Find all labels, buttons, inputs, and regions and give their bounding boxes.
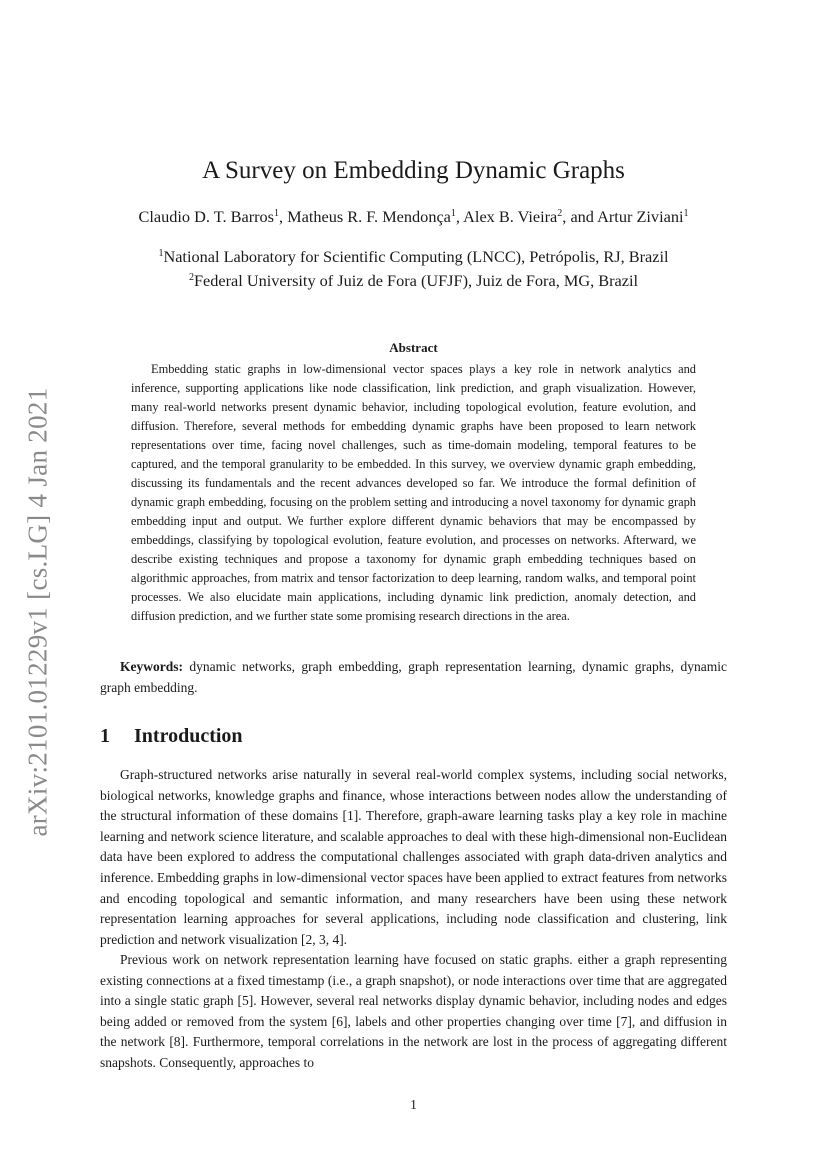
author-separator: ,	[455, 207, 464, 226]
keywords-block	[100, 656, 727, 698]
affiliation-text: National Laboratory for Scientific Computing (LNCC), Petrópolis, RJ, Brazil	[163, 247, 669, 266]
body-paragraph: Graph-structured networks arise naturally in several real-world complex systems, including social networks, biological networks, knowledge graphs and finance, whose interactions between nodes allow the understanding of the structural information of these domains [1]. Therefore, graph-aware learning tasks play a key role in machine learning and network science literature, and scalable approaches to deal with these high-dimensional non-Euclidean data have been explored to address the computational challenges associated with graph data-driven analytics and inference. Embedding graphs in low-dimensional vector spaces have been applied to extract features from networks and encoding topological and semantic information, and many researchers have been using these network representation learning approaches for several applications, including node classification and clustering, link prediction and network visualization [2, 3, 4].	[100, 767, 727, 947]
author-affiliation-mark: 1	[274, 208, 280, 219]
arxiv-identifier-stamp: arXiv:2101.01229v1 [cs.LG] 4 Jan 2021	[22, 387, 53, 837]
page-number: 1	[410, 1097, 417, 1112]
affiliation-mark: 2	[188, 272, 194, 283]
author-affiliation-mark: 1	[683, 208, 689, 219]
author-affiliation-mark: 1	[450, 208, 456, 219]
affiliation-2	[0, 271, 827, 291]
section-title: Introduction	[134, 725, 243, 747]
affiliation-1	[0, 247, 827, 267]
keywords-label: Keywords:	[120, 659, 183, 674]
keywords-text: dynamic networks, graph embedding, graph representation learning, dynamic graphs, dynamic graph embedding.	[100, 659, 727, 695]
author-affiliation-mark: 2	[557, 208, 563, 219]
section-heading-introduction	[100, 725, 243, 748]
affiliation-text: Federal University of Juiz de Fora (UFJF), Juiz de Fora, MG, Brazil	[193, 271, 639, 290]
section-number: 1	[100, 725, 110, 747]
body-paragraph: Previous work on network representation learning have focused on static graphs. either a graph representing existing connections at a fixed timestamp (i.e., a graph snapshot), or node interactions over time that are aggregated into a single static graph [5]. However, several real networks display dynamic behavior, including nodes and edges being added or removed from the system [6], labels and other properties changing over time [7], and diffusion in the network [8]. Furthermore, temporal correlations in the network are lost in the process of aggregating different snapshots. Consequently, approaches to	[100, 952, 727, 1070]
author-name: Alex B. Vieira	[463, 207, 558, 226]
affiliation-mark: 1	[158, 248, 164, 259]
author-separator: ,	[279, 207, 288, 226]
abstract-heading: Abstract	[389, 340, 438, 355]
author-name: Matheus R. F. Mendonça	[287, 207, 451, 226]
author-name: Claudio D. T. Barros	[138, 207, 275, 226]
author-list	[0, 207, 827, 227]
author-name: Artur Ziviani	[597, 207, 684, 226]
paper-title: A Survey on Embedding Dynamic Graphs	[202, 157, 625, 184]
abstract-body: Embedding static graphs in low-dimensional vector spaces plays a key role in network analytics and inference, supporting applications like node classification, link prediction, and graph visualization. However, many real-world networks present dynamic behavior, including topological evolution, feature evolution, and diffusion. Therefore, several methods for embedding dynamic graphs have been proposed to learn network representations over time, facing novel challenges, such as time-domain modeling, temporal features to be captured, and the temporal granularity to be embedded. In this survey, we overview dynamic graph embedding, discussing its fundamentals and the recent advances developed so far. We introduce the formal definition of dynamic graph embedding, focusing on the problem setting and introducing a novel taxonomy for dynamic graph embedding input and output. We further explore different dynamic behaviors that may be encompassed by embeddings, classifying by topological evolution, feature evolution, and processes on networks. Afterward, we describe existing techniques and propose a taxonomy for dynamic graph embedding techniques based on algorithmic approaches, from matrix and tensor factorization to deep learning, random walks, and temporal point processes. We also elucidate main applications, including dynamic link prediction, anomaly detection, and diffusion prediction, and we further state some promising research directions in the area.	[131, 362, 696, 623]
author-separator: , and	[562, 207, 598, 226]
